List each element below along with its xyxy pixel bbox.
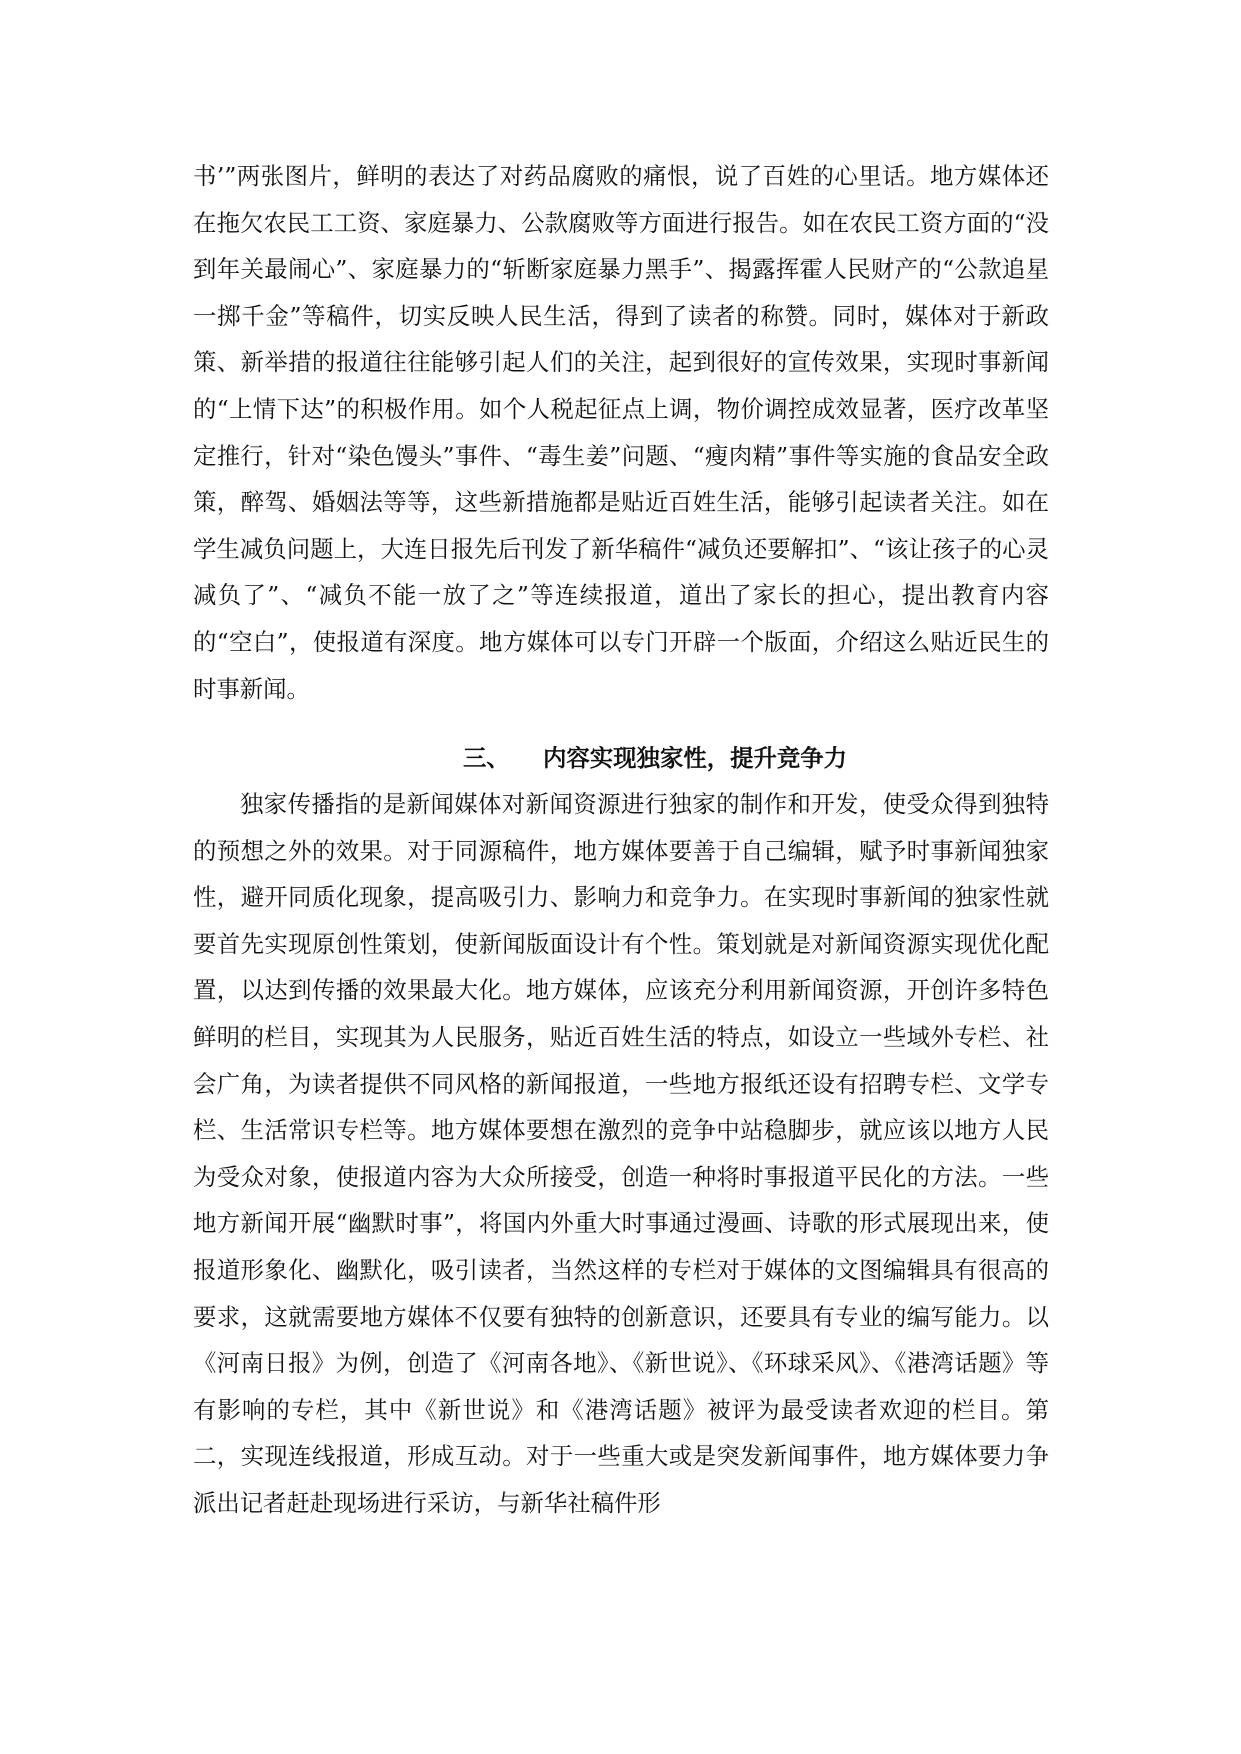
section-heading-number: 三、 <box>463 744 510 772</box>
body-paragraph-1: 书’”两张图片，鲜明的表达了对药品腐败的痛恨，说了百姓的心里话。地方媒体还在拖欠农民工工资、家庭暴力、公款腐败等方面进行报告。如在农民工资方面的“没到年关最闹心”、家庭暴力的“斩断家庭暴力黑手”、揭露挥霍人民财产的“公款追星一掷千金”等稿件，切实反映人民生活，得到了读者的称赞。同时，媒体对于新政策、新举措的报道往往能够引起人们的关注，起到很好的宣传效果，实现时事新闻的“上情下达”的积极作用。如个人税起征点上调，物价调控成效显著，医疗改革坚定推行，针对“染色馒头”事件、“毒生姜”问题、“瘦肉精”事件等实施的食品安全政策，醉驾、婚姻法等等，这些新措施都是贴近百姓生活，能够引起读者关注。如在学生减负问题上，大连日报先后刊发了新华稿件“减负还要解扣”、“该让孩子的心灵减负了”、“减负不能一放了之”等连续报道，道出了家长的担心，提出教育内容的“空白”，使报道有深度。地方媒体可以专门开辟一个版面，介绍这么贴近民生的时事新闻。 <box>193 162 1049 703</box>
section-heading-text: 内容实现独家性，提升竞争力 <box>543 744 848 772</box>
body-paragraph-2: 独家传播指的是新闻媒体对新闻资源进行独家的制作和开发，使受众得到独特的预想之外的效果。对于同源稿件，地方媒体要善于自己编辑，赋予时事新闻独家性，避开同质化现象，提高吸引力、影响力和竞争力。在实现时事新闻的独家性就要首先实现原创性策划，使新闻版面设计有个性。策划就是对新闻资源实现优化配置，以达到传播的效果最大化。地方媒体，应该充分利用新闻资源，开创许多特色鲜明的栏目，实现其为人民服务，贴近百姓生活的特点，如设立一些域外专栏、社会广角，为读者提供不同风格的新闻报道，一些地方报纸还设有招聘专栏、文学专栏、生活常识专栏等。地方媒体要想在激烈的竞争中站稳脚步，就应该以地方人民为受众对象，使报道内容为大众所接受，创造一种将时事报道平民化的方法。一些地方新闻开展“幽默时事”，将国内外重大时事通过漫画、诗歌的形式展现出来，使报道形象化、幽默化，吸引读者，当然这样的专栏对于媒体的文图编辑具有很高的要求，这就需要地方媒体不仅要有独特的创新意识，还要具有专业的编写能力。以《河南日报》为例，创造了《河南各地》、《新世说》、《环球采风》、《港湾话题》等有影响的专栏，其中《新世说》和《港湾话题》被评为最受读者欢迎的栏目。第二，实现连线报道，形成互动。对于一些重大或是突发新闻事件，地方媒体要力争派出记者赶赴现场进行采访，与新华社稿件形 <box>193 790 1049 1517</box>
